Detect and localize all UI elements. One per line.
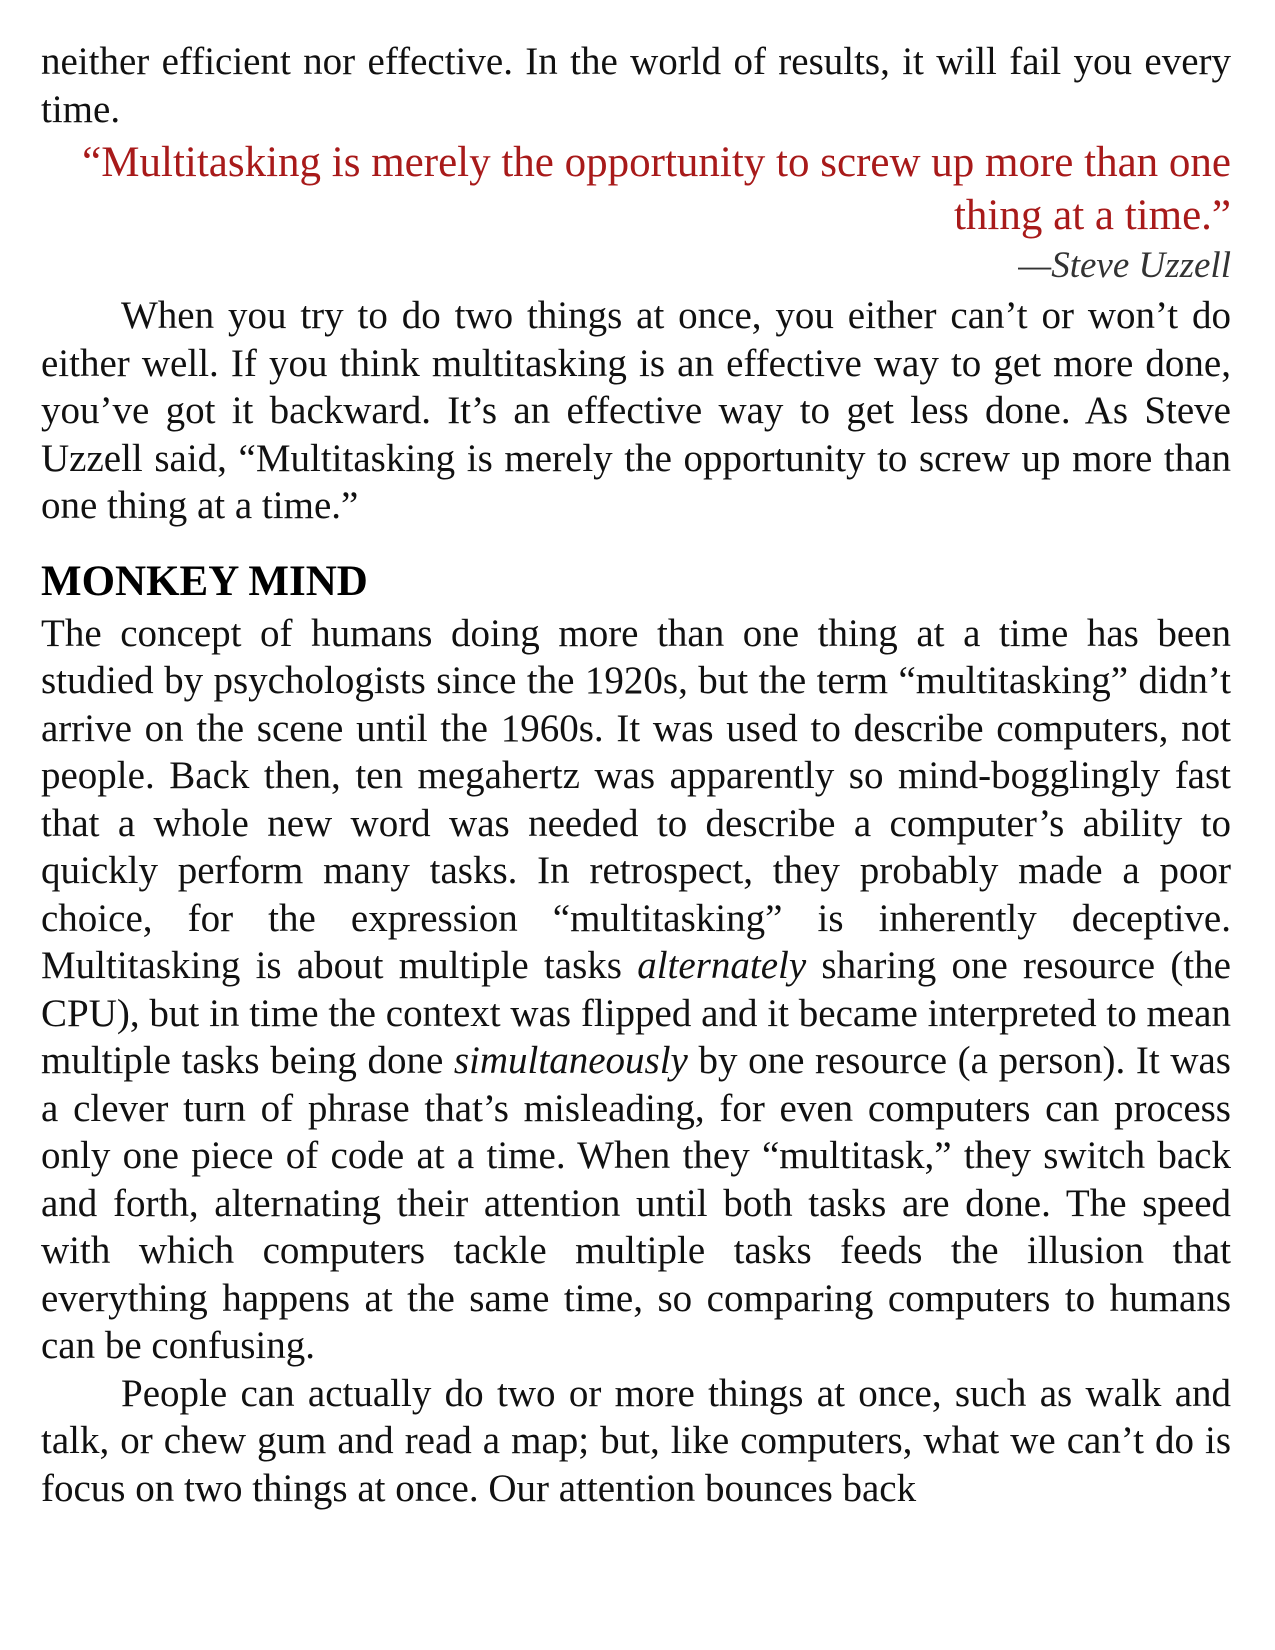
paragraph-text-part-1: The concept of humans doing more than one thing at a time has been studied by psychologists since the 1920s, but the term “multitasking” didn’t arrive on the scene until the 1960s. It was used to describe computers, not people. Back then, ten megahertz was apparently so mind-bogglingly fast that a whole new word was needed to describe a computer’s ability to quickly perform many tasks. In retrospect, they probably made a poor choice, for the expression “multitasking” is inherently deceptive. Multitasking is about multiple tasks (41, 611, 1231, 987)
continued-paragraph: neither efficient nor effective. In the world of results, it will fail you every time. (41, 40, 1231, 131)
body-paragraph-multitasking-history (41, 610, 1231, 1370)
emphasis-alternately: alternately (637, 944, 807, 987)
paragraph-text-part-3: by one resource (a person). It was a clever turn of phrase that’s misleading, for even computers can process only one piece of code at a time. When they “multitask,” they switch back and forth, alternating their attention until both tasks are done. The speed with which computers tackle multiple tasks feeds the illusion that everything happens at the same time, so comparing computers to humans can be confusing. (41, 1039, 1231, 1367)
body-paragraph-attention: People can actually do two or more things at once, such as walk and talk, or chew gum and read a map; but, like computers, what we can’t do is focus on two things at once. Our attention bounces back (41, 1371, 1231, 1510)
epigraph-attribution: —Steve Uzzell (1018, 245, 1231, 286)
epigraph-quote: “Multitasking is merely the opportunity to screw up more than one thing at a time.” (82, 139, 1231, 239)
body-paragraph-uzzell: When you try to do two things at once, you either can’t or won’t do either well. If you think multitasking is an effective way to get more done, you’ve got it backward. It’s an effective way to get less done. As Steve Uzzell said, “Multitasking is merely the opportunity to screw up more than one thing at a time.” (41, 294, 1231, 527)
paragraph-text-part-2: sharing one resource (the CPU), but in time the context was flipped and it became interpreted to mean multiple tasks being done (41, 944, 1231, 1082)
emphasis-simultaneously: simultaneously (453, 1039, 688, 1082)
section-heading: MONKEY MIND (41, 557, 368, 605)
book-page (41, 38, 1231, 1512)
